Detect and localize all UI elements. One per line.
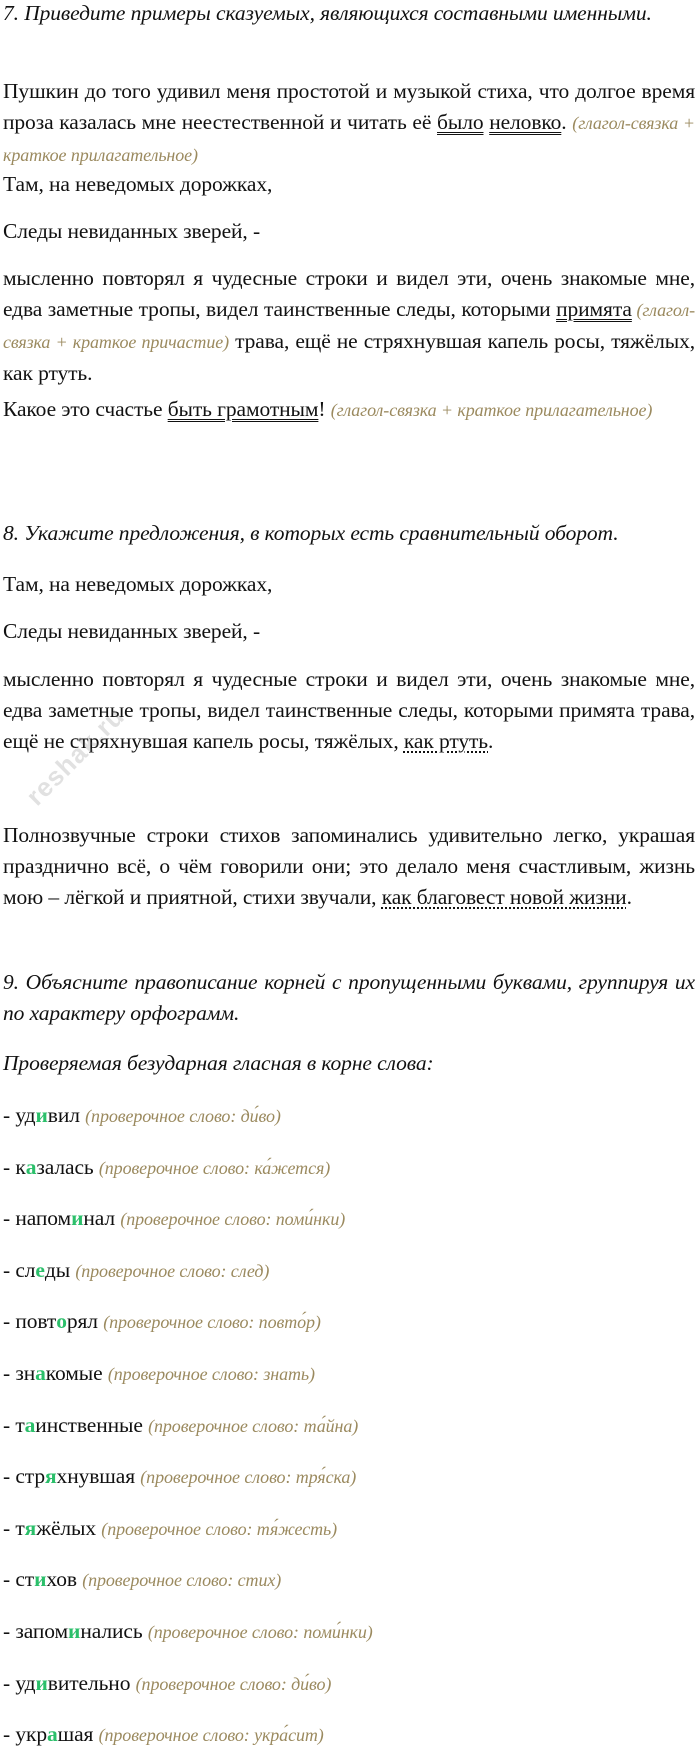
check-word-note: (проверочное слово: ка́жется) — [98, 1157, 331, 1178]
highlighted-letter: я — [45, 1464, 57, 1489]
q9-heading: Проверяемая безударная гласная в корне слова: — [3, 1051, 434, 1075]
predicate-copula: было — [437, 110, 484, 134]
text: мысленно повторял я чудесные строки и видел эти, очень знакомые мне, едва заметные тропы, видел таинственные следы, которыми примята трава, ещё не стряхнувшая капель росы, тяжёлых, — [3, 667, 695, 753]
list-item — [3, 1100, 695, 1132]
check-word-note: (проверочное слово: стих) — [82, 1570, 282, 1591]
comparative-phrase: как ртуть — [403, 729, 489, 753]
list-item — [3, 1668, 695, 1700]
check-word-note: (проверочное слово: знать) — [107, 1364, 315, 1384]
q8-prompt: 8. Укажите предложения, в которых есть сравнительный оборот. — [3, 521, 619, 545]
check-word-note: (проверочное слово: ди́во) — [85, 1106, 281, 1126]
word-part: комые — [45, 1361, 103, 1385]
word-part: - сл — [3, 1257, 36, 1282]
word-part: нались — [80, 1619, 143, 1643]
list-item — [3, 1306, 695, 1338]
q8-verse-line-2: Следы невиданных зверей, - — [3, 619, 261, 643]
grammar-note: (глагол-связка + краткое прилагательное) — [3, 113, 695, 165]
list-item — [3, 1719, 695, 1751]
word-part: - зн — [3, 1361, 36, 1385]
word-part: залась — [36, 1154, 94, 1179]
text: ! — [318, 397, 331, 421]
text: Пушкин до того удивил меня простотой и музыкой стиха, что долгое время проза казалась мне неестественной и читать её — [3, 79, 695, 134]
text: трава, ещё не стряхнувшая капель росы, тяжёлых, как ртуть. — [3, 329, 695, 385]
word-part: - укр — [3, 1722, 47, 1747]
word-part: шая — [57, 1722, 94, 1747]
highlighted-letter: я — [24, 1515, 37, 1540]
text: . — [626, 885, 632, 909]
text: Какое это счастье — [3, 397, 168, 421]
check-word-note: (проверочное слово: след) — [75, 1260, 270, 1281]
word-part: хнувшая — [56, 1464, 135, 1489]
word-part: хов — [46, 1567, 77, 1592]
text: мысленно повторял я чудесные строки и видел эти, очень знакомые мне, едва заметные тропы, видел таинственные следы, которыми — [3, 266, 695, 321]
list-item — [3, 1616, 695, 1648]
check-word-note: (проверочное слово: тя́жесть) — [101, 1518, 337, 1539]
text: . — [488, 729, 494, 753]
highlighted-letter: о — [56, 1309, 67, 1334]
text: . — [561, 110, 573, 134]
word-part: жёлых — [36, 1515, 97, 1540]
check-word-note: (проверочное слово: повто́р) — [103, 1312, 321, 1333]
check-word-note: (проверочное слово: тря́ска) — [140, 1467, 357, 1488]
word-part: - напом — [3, 1206, 72, 1231]
check-word-note: (проверочное слово: поми́нки) — [147, 1622, 373, 1642]
highlighted-letter: е — [35, 1257, 45, 1282]
list-item — [3, 1410, 695, 1442]
check-word-note: (проверочное слово: та́йна) — [148, 1415, 359, 1436]
comparative-phrase: как благовест новой жизни — [381, 885, 627, 909]
q8-example-1 — [3, 664, 695, 757]
highlighted-letter: а — [35, 1361, 46, 1385]
highlighted-letter: и — [35, 1103, 48, 1127]
word-part: вительно — [47, 1670, 131, 1695]
highlighted-letter: а — [24, 1412, 36, 1437]
highlighted-letter: а — [46, 1722, 58, 1747]
word-part: рял — [66, 1309, 98, 1334]
highlighted-letter: и — [71, 1206, 84, 1231]
list-item — [3, 1461, 695, 1493]
word-part: - к — [3, 1154, 26, 1179]
word-part: - уд — [3, 1670, 36, 1695]
list-item — [3, 1358, 695, 1390]
predicate-adjective: неловко — [489, 110, 562, 134]
check-word-note: (проверочное слово: укра́сит) — [98, 1725, 324, 1746]
watermark: reshak.ru — [20, 700, 131, 812]
q7-example-3 — [3, 394, 695, 426]
word-part: - уд — [3, 1103, 36, 1127]
highlighted-letter: и — [68, 1619, 81, 1643]
predicate-participle: примята — [556, 297, 632, 321]
q8-verse-line-1: Там, на неведомых дорожках, — [3, 572, 273, 596]
text: Полнозвучные строки стихов запоминались удивительно легко, украшая празднично всё, о чём говорили они; это делало меня счастливым, жизнь мою – лёгкой и приятной, стихи звучали, — [3, 823, 695, 909]
q7-verse-line-2: Следы невиданных зверей, - — [3, 219, 261, 243]
word-part: инственные — [35, 1412, 143, 1437]
q7-example-1 — [3, 76, 695, 171]
highlighted-letter: а — [25, 1154, 37, 1179]
word-part: - т — [3, 1412, 25, 1437]
list-item — [3, 1564, 695, 1596]
grammar-note: (глагол-связка + краткое прилагательное) — [330, 400, 653, 420]
q7-example-2 — [3, 263, 695, 389]
word-part: ды — [44, 1257, 71, 1282]
list-item — [3, 1255, 695, 1287]
check-word-note: (проверочное слово: ди́во) — [135, 1673, 332, 1694]
list-item — [3, 1203, 695, 1235]
word-part: - т — [3, 1515, 25, 1540]
word-part: вил — [47, 1103, 80, 1127]
predicate: быть грамотным — [167, 397, 319, 421]
q7-prompt: 7. Приведите примеры сказуемых, являющихся составными именными. — [3, 1, 652, 25]
q7-verse-line-1: Там, на неведомых дорожках, — [3, 172, 273, 196]
grammar-note: (глагол-связка + краткое причастие) — [3, 300, 695, 352]
word-part: нал — [83, 1206, 116, 1231]
list-item — [3, 1513, 695, 1545]
check-word-note: (проверочное слово: поми́нки) — [120, 1209, 346, 1230]
list-item — [3, 1152, 695, 1184]
highlighted-letter: и — [35, 1670, 48, 1695]
word-part: - повт — [3, 1309, 57, 1334]
q9-prompt: 9. Объясните правописание корней с пропущенными буквами, группируя их по характеру орфограмм. — [3, 970, 695, 1025]
word-part: - стр — [3, 1464, 45, 1489]
highlighted-letter: и — [34, 1567, 47, 1592]
word-part: - запом — [3, 1619, 69, 1643]
q8-example-2 — [3, 820, 695, 913]
word-part: - ст — [3, 1567, 35, 1592]
